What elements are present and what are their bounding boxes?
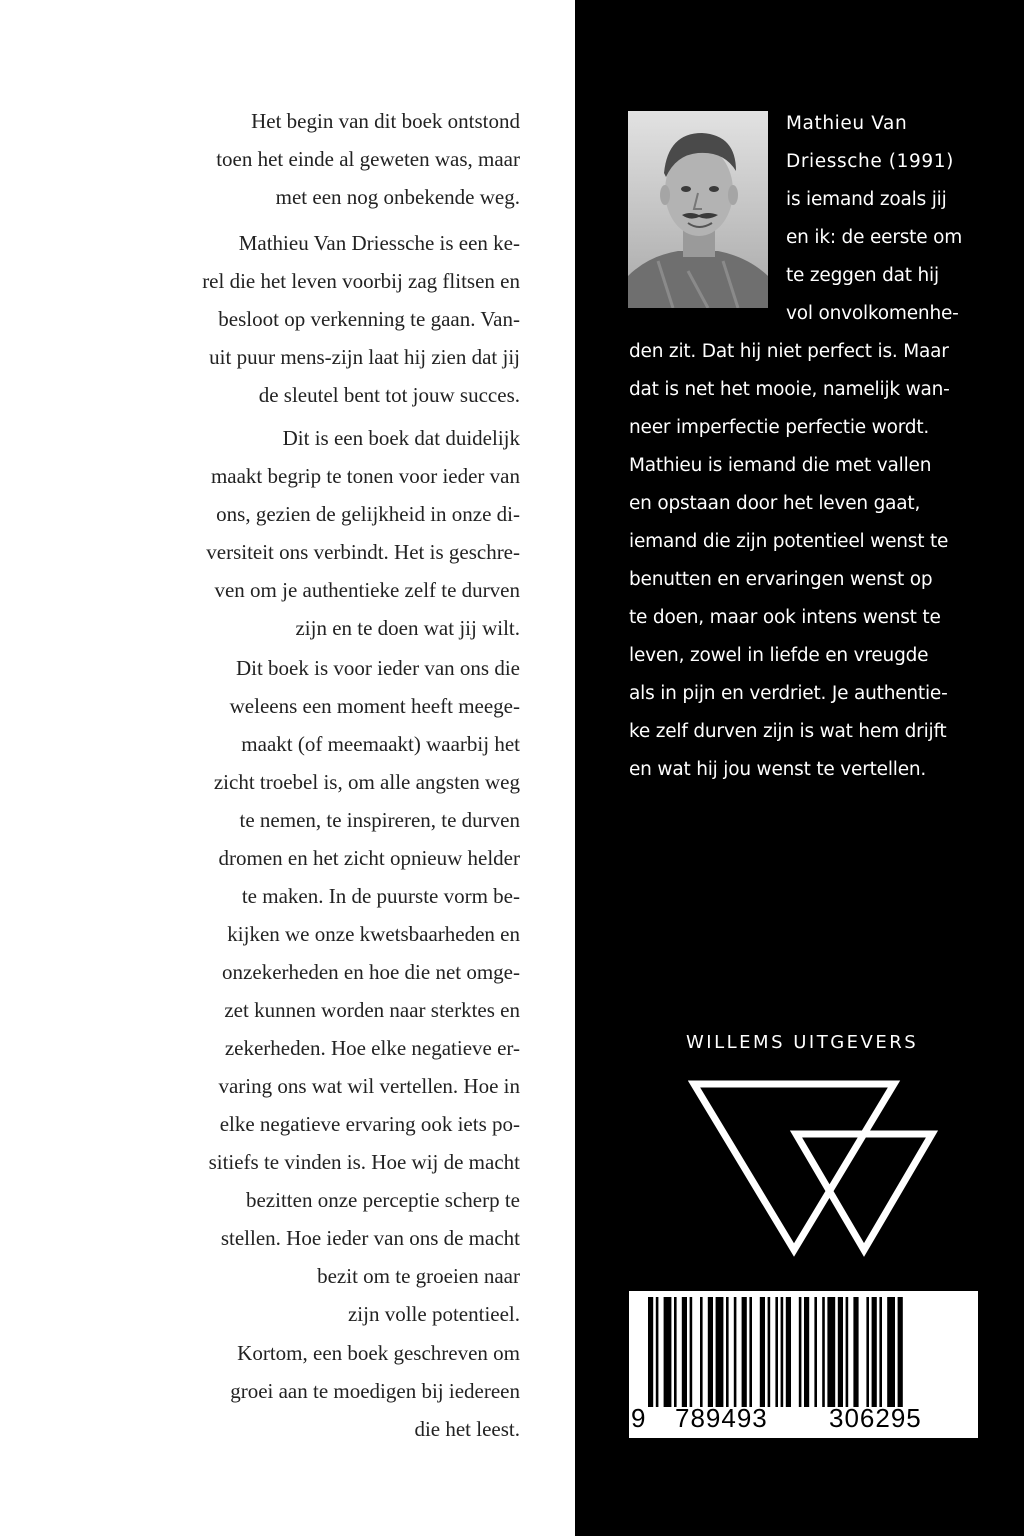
blurb-line: bezit om te groeien naar xyxy=(317,1264,520,1288)
bio-line: vol onvolkomenhe- xyxy=(786,303,959,324)
blurb-line: te nemen, te inspireren, te durven xyxy=(239,808,520,832)
barcode-left-group: 789493 xyxy=(675,1403,768,1433)
bio-line: ke zelf durven zijn is wat hem drijft xyxy=(629,721,947,742)
barcode-bar xyxy=(768,1297,771,1407)
blurb-line: maakt (of meemaakt) waarbij het xyxy=(241,732,520,756)
blurb-line: Dit is een boek dat duidelijk xyxy=(282,426,520,450)
blurb-line: sitiefs te vinden is. Hoe wij de macht xyxy=(208,1150,520,1174)
barcode-bar xyxy=(866,1297,869,1407)
blurb-line: dromen en het zicht opnieuw helder xyxy=(218,846,520,870)
barcode-bar xyxy=(804,1297,809,1407)
barcode-bar xyxy=(898,1297,903,1407)
bio-line: en opstaan door het leven gaat, xyxy=(629,493,921,514)
author-portrait-image xyxy=(628,111,768,308)
blurb-line: zijn en te doen wat jij wilt. xyxy=(295,616,520,640)
blurb-line: Dit boek is voor ieder van ons die xyxy=(235,656,520,680)
blurb-line: zijn volle potentieel. xyxy=(347,1302,520,1326)
blurb-line: versiteit ons verbindt. Het is geschre- xyxy=(206,540,520,564)
blurb-line: Kortom, een boek geschreven om xyxy=(237,1341,520,1365)
barcode-bar xyxy=(760,1297,765,1407)
logo-small-triangle xyxy=(796,1134,932,1250)
blurb-line: groei aan te moedigen bij iedereen xyxy=(230,1379,520,1403)
blurb-line: kijken we onze kwetsbaarheden en xyxy=(227,922,520,946)
bio-line: als in pijn en verdriet. Je authentie- xyxy=(629,683,948,704)
barcode-bar xyxy=(827,1297,835,1407)
bio-line-author-name-year: Driessche (1991) xyxy=(786,151,954,172)
bio-line: Mathieu is iemand die met vallen xyxy=(629,455,932,476)
barcode-bars xyxy=(646,1297,970,1407)
bio-line: te zeggen dat hij xyxy=(786,265,939,286)
blurb-line: rel die het leven voorbij zag flitsen en xyxy=(202,269,520,293)
barcode-bar xyxy=(708,1297,713,1407)
blurb-line: die het leest. xyxy=(414,1417,520,1441)
barcode-bar xyxy=(887,1297,895,1407)
bio-line: en ik: de eerste om xyxy=(786,227,963,248)
blurb-line: Het begin van dit boek ontstond xyxy=(251,109,520,133)
blurb-line: elke negatieve ervaring ook iets po- xyxy=(219,1112,520,1136)
barcode-first-digit: 9 xyxy=(631,1403,646,1433)
barcode-bar xyxy=(690,1297,693,1407)
blurb-line: toen het einde al geweten was, maar xyxy=(216,147,520,171)
barcode-bar xyxy=(838,1297,843,1407)
barcode-right-group: 306295 xyxy=(829,1403,922,1433)
barcode-bar xyxy=(781,1297,784,1407)
barcode-bar xyxy=(648,1297,653,1407)
blurb-line: uit puur mens-zijn laat hij zien dat jij xyxy=(209,345,520,369)
bio-line: leven, zowel in liefde en vreugde xyxy=(629,645,929,666)
blurb-line: ons, gezien de gelijkheid in onze di- xyxy=(216,502,520,526)
blurb-line: onzekerheden en hoe die net omge- xyxy=(222,960,520,984)
barcode-bar xyxy=(786,1297,791,1407)
bio-line: benutten en ervaringen wenst op xyxy=(629,569,933,590)
bio-line: te doen, maar ook intens wenst te xyxy=(629,607,941,628)
barcode-bar xyxy=(872,1297,877,1407)
barcode-bar xyxy=(656,1297,659,1407)
barcode-bar xyxy=(749,1297,752,1407)
barcode-bar xyxy=(853,1297,858,1407)
blurb-line: te maken. In de puurste vorm be- xyxy=(241,884,520,908)
bio-line: neer imperfectie perfectie wordt. xyxy=(629,417,930,438)
blurb-line: varing ons wat wil vertellen. Hoe in xyxy=(218,1074,520,1098)
barcode-bar xyxy=(674,1297,677,1407)
publisher-name: WILLEMS UITGEVERS xyxy=(686,1032,919,1053)
bio-line: en wat hij jou wenst te vertellen. xyxy=(629,759,927,780)
blurb-line: met een nog onbekende weg. xyxy=(275,185,520,209)
barcode-bar xyxy=(879,1297,882,1407)
bio-line: iemand die zijn potentieel wenst te xyxy=(629,531,949,552)
barcode-bar xyxy=(846,1297,849,1407)
barcode-bar xyxy=(742,1297,747,1407)
barcode-bar xyxy=(775,1297,778,1407)
barcode-bar xyxy=(716,1297,724,1407)
publisher-logo-icon xyxy=(688,1078,938,1258)
barcode-bar xyxy=(814,1297,817,1407)
bio-line: dat is net het mooie, namelijk wan- xyxy=(629,379,950,400)
barcode-bar xyxy=(726,1297,729,1407)
bio-line-author-name: Mathieu Van xyxy=(786,113,908,134)
barcode-bar xyxy=(700,1297,703,1407)
blurb-line: zet kunnen worden naar sterktes en xyxy=(224,998,520,1022)
blurb-line: weleens een moment heeft meege- xyxy=(229,694,520,718)
barcode-bar xyxy=(734,1297,737,1407)
isbn-barcode xyxy=(629,1291,978,1438)
blurb-line: Mathieu Van Driessche is een ke- xyxy=(238,231,520,255)
blurb-line: bezitten onze perceptie scherp te xyxy=(245,1188,520,1212)
barcode-bar xyxy=(799,1297,802,1407)
blurb-line: maakt begrip te tonen voor ieder van xyxy=(210,464,520,488)
bio-line: den zit. Dat hij niet perfect is. Maar xyxy=(629,341,949,362)
blurb-line: zekerheden. Hoe elke negatieve er- xyxy=(224,1036,520,1060)
blurb-line: zicht troebel is, om alle angsten weg xyxy=(213,770,520,794)
bio-line: is iemand zoals jij xyxy=(786,189,947,210)
blurb-line: ven om je authentieke zelf te durven xyxy=(214,578,520,602)
author-photo xyxy=(628,111,768,308)
barcode-bar xyxy=(822,1297,825,1407)
barcode-bar xyxy=(682,1297,687,1407)
logo-large-triangle xyxy=(694,1084,894,1250)
blurb-line: besloot op verkenning te gaan. Van- xyxy=(218,307,520,331)
blurb-line: de sleutel bent tot jouw succes. xyxy=(258,383,520,407)
blurb-line: stellen. Hoe ieder van ons de macht xyxy=(220,1226,520,1250)
barcode-bar xyxy=(664,1297,672,1407)
